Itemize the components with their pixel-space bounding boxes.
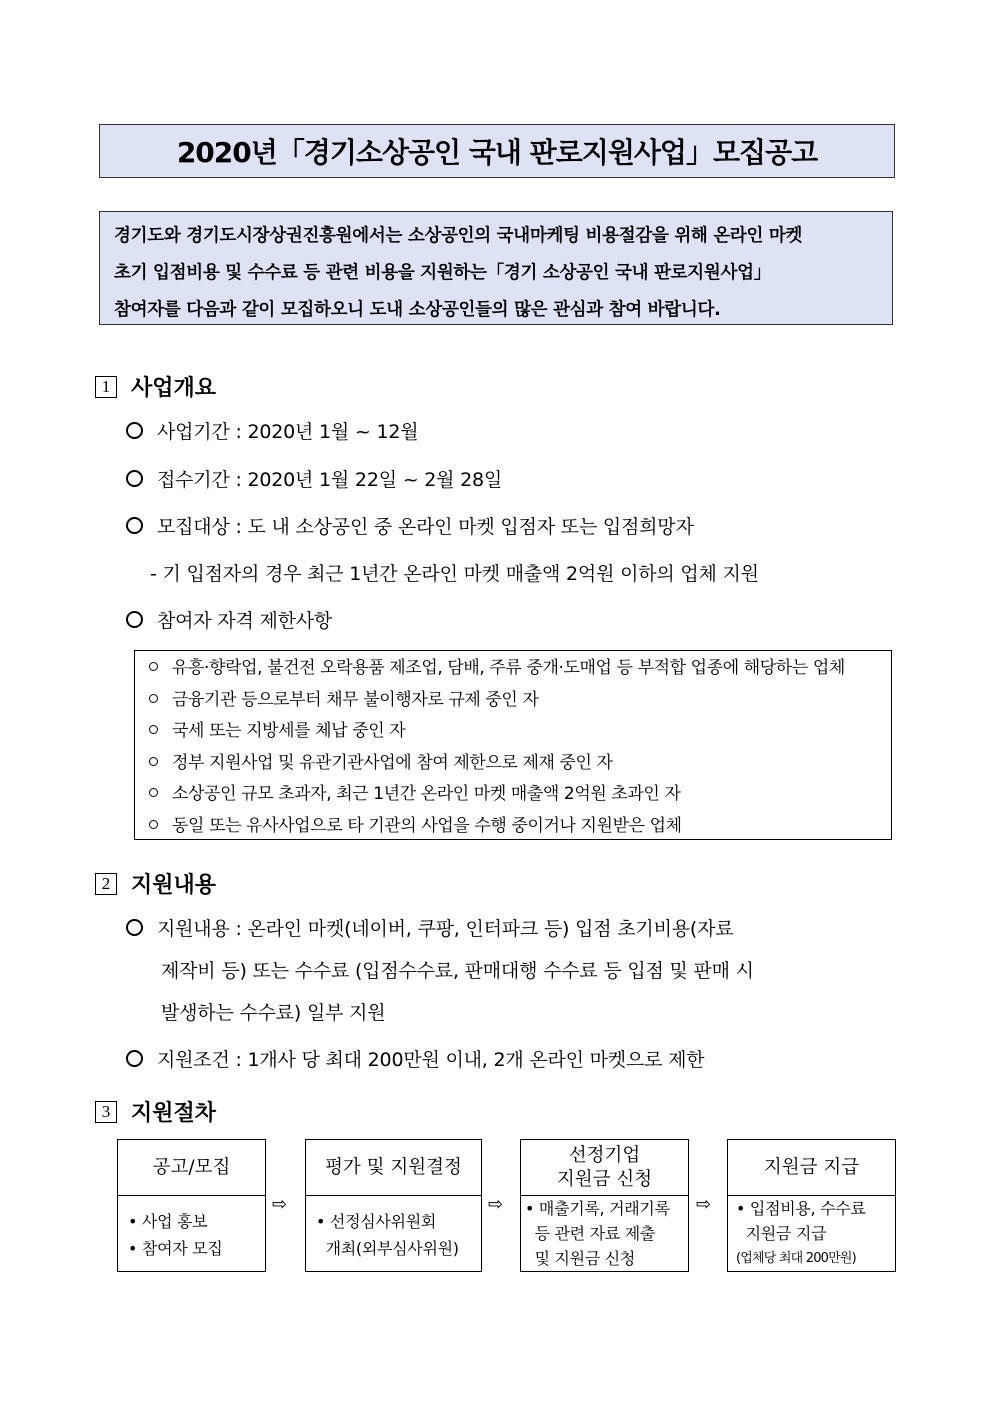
right-arrow-icon: ⇨ (272, 1194, 288, 1215)
restriction-item: 동일 또는 유사사업으로 타 기관의 사업을 수행 중이거나 지원받은 업체 (149, 811, 891, 843)
procedure-step (305, 1139, 482, 1272)
step-detail: • 입점비용, 수수료 (736, 1199, 866, 1218)
step-detail: • 선정심사위원회 (316, 1212, 437, 1231)
restrictions-box (134, 650, 892, 840)
small-circle-bullet-icon (149, 725, 158, 734)
circle-bullet-icon (126, 422, 143, 439)
step-detail: • 참여자 모집 (128, 1239, 223, 1258)
circle-bullet-icon (126, 919, 143, 936)
sub-note: - 기 입점자의 경우 최근 1년간 온라인 마켓 매출액 2억원 이하의 업체 지원 (150, 563, 759, 585)
step-title: 공고/모집 (118, 1140, 265, 1196)
intro-line: 참여자를 다음과 같이 모집하오니 도내 소상공인들의 많은 관심과 참여 바랍니다. (114, 300, 721, 320)
overview-text: 접수기간 : 2020년 1월 22일 ~ 2월 28일 (157, 469, 503, 491)
circle-bullet-icon (126, 517, 143, 534)
procedure-step (520, 1139, 689, 1272)
step-detail: 등 관련 자료 제출 (525, 1224, 656, 1243)
section-title: 사업개요 (131, 376, 217, 401)
restriction-item: 국세 또는 지방세를 체납 중인 자 (149, 716, 891, 748)
circle-bullet-icon (126, 470, 143, 487)
small-circle-bullet-icon (149, 788, 158, 797)
support-content-continued: 제작비 등) 또는 수수료 (입점수수료, 판매대행 수수료 등 입점 및 판매 시 (161, 960, 754, 982)
overview-item (126, 512, 694, 539)
step-detail: • 사업 홍보 (128, 1212, 208, 1231)
step-detail: 개최(외부심사위원) (316, 1239, 459, 1258)
step-detail: • 매출기록, 거래기록 (525, 1199, 670, 1218)
support-condition-item (126, 1045, 704, 1072)
section-number: 1 (95, 376, 117, 398)
section-number: 2 (95, 873, 117, 895)
step-detail: 지원금 지급 (736, 1224, 827, 1243)
overview-item (126, 465, 502, 492)
restriction-item: 유흥·향락업, 불건전 오락용품 제조업, 담배, 주류 중개·도매업 등 부적합 업종에 해당하는 업체 (149, 653, 891, 685)
section-title: 지원절차 (131, 1101, 217, 1126)
restriction-item: 정부 지원사업 및 유관기관사업에 참여 제한으로 제재 중인 자 (149, 748, 891, 780)
small-circle-bullet-icon (149, 820, 158, 829)
support-content-text: 지원내용 : 온라인 마켓(네이버, 쿠팡, 인터파크 등) 입점 초기비용(자료 (157, 918, 734, 940)
intro-line: 초기 입점비용 및 수수료 등 관련 비용을 지원하는「경기 소상공인 국내 판로지원사업」 (114, 263, 771, 283)
step-title: 평가 및 지원결정 (306, 1140, 481, 1196)
step-detail: 및 지원금 신청 (525, 1249, 636, 1268)
overview-text: 참여자 자격 제한사항 (157, 610, 333, 632)
circle-bullet-icon (126, 611, 143, 628)
support-content-continued: 발생하는 수수료) 일부 지원 (161, 1002, 386, 1024)
right-arrow-icon: ⇨ (696, 1194, 712, 1215)
small-circle-bullet-icon (149, 662, 158, 671)
step-detail: (업체당 최대 200만원) (736, 1251, 856, 1266)
intro-notice (99, 211, 893, 325)
small-circle-bullet-icon (149, 694, 158, 703)
section-3-heading (95, 1096, 216, 1127)
page-title: 2020년「경기소상공인 국내 판로지원사업」모집공고 (99, 124, 895, 178)
section-number: 3 (95, 1101, 117, 1123)
step-title: 선정기업 지원금 신청 (521, 1140, 688, 1196)
right-arrow-icon: ⇨ (488, 1194, 504, 1215)
step-title: 지원금 지급 (728, 1140, 895, 1196)
support-content-item (126, 914, 733, 941)
circle-bullet-icon (126, 1050, 143, 1067)
section-1-heading (95, 371, 216, 402)
support-condition-text: 지원조건 : 1개사 당 최대 200만원 이내, 2개 온라인 마켓으로 제한 (157, 1049, 705, 1071)
small-circle-bullet-icon (149, 757, 158, 766)
procedure-step (117, 1139, 266, 1272)
section-title: 지원내용 (131, 873, 217, 898)
section-2-heading (95, 868, 216, 899)
restriction-item: 금융기관 등으로부터 채무 불이행자로 규제 중인 자 (149, 685, 891, 717)
overview-text: 사업기간 : 2020년 1월 ~ 12월 (157, 421, 419, 443)
overview-item (126, 417, 418, 444)
procedure-step (727, 1139, 896, 1272)
restriction-item: 소상공인 규모 초과자, 최근 1년간 온라인 마켓 매출액 2억원 초과인 자 (149, 779, 891, 811)
intro-line: 경기도와 경기도시장상권진흥원에서는 소상공인의 국내마케팅 비용절감을 위해 온라인 마켓 (114, 226, 803, 246)
overview-text: 모집대상 : 도 내 소상공인 중 온라인 마켓 입점자 또는 입점희망자 (157, 516, 694, 538)
overview-item (126, 606, 332, 633)
